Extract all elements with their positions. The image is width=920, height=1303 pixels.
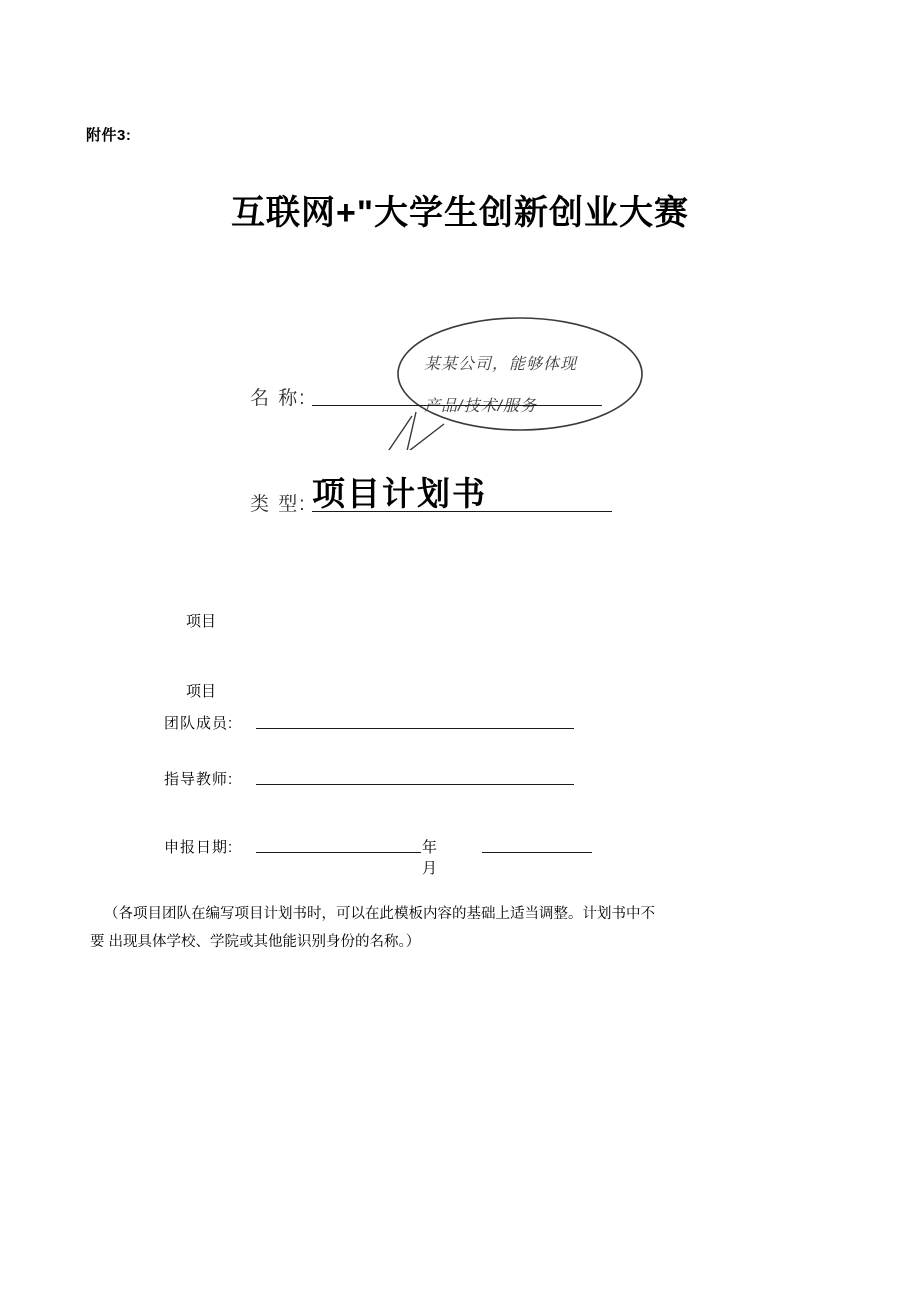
footer-note	[90, 900, 850, 956]
year-month-label: 年 月	[422, 839, 442, 877]
attachment-label: 附件3:	[86, 127, 132, 144]
project-label-1: 项目	[186, 613, 217, 630]
type-field-label: 类 型:	[250, 494, 307, 515]
project-label-2: 项目	[186, 683, 217, 700]
application-date-line-1[interactable]	[256, 852, 421, 853]
name-field-label: 名 称:	[250, 388, 307, 409]
footer-note-line-2: 要 出现具体学校、学院或其他能识别身份的名称。）	[90, 934, 421, 950]
team-members-label: 团队成员:	[164, 715, 234, 732]
callout-line-1: 某某公司，能够体现	[424, 356, 578, 373]
footer-note-line-1: （各项目团队在编写项目计划书时，可以在此模板内容的基础上适当调整。计划书中不	[104, 906, 655, 922]
advisor-line[interactable]	[256, 784, 574, 785]
callout-line-2: 产品/技术/服务	[424, 398, 537, 415]
advisor-entry	[164, 768, 233, 789]
document-subtitle: 项目计划书	[312, 475, 487, 512]
field-row-name	[250, 375, 670, 421]
page-title: 互联网+"大学生创新创业大赛	[231, 194, 689, 232]
application-date-entry	[164, 836, 442, 877]
team-members-entry	[164, 712, 233, 733]
application-date-line-2[interactable]	[482, 852, 592, 853]
name-field-line[interactable]	[312, 405, 602, 406]
advisor-label: 指导教师:	[164, 771, 234, 788]
team-members-line[interactable]	[256, 728, 574, 729]
application-date-label: 申报日期:	[164, 839, 234, 856]
